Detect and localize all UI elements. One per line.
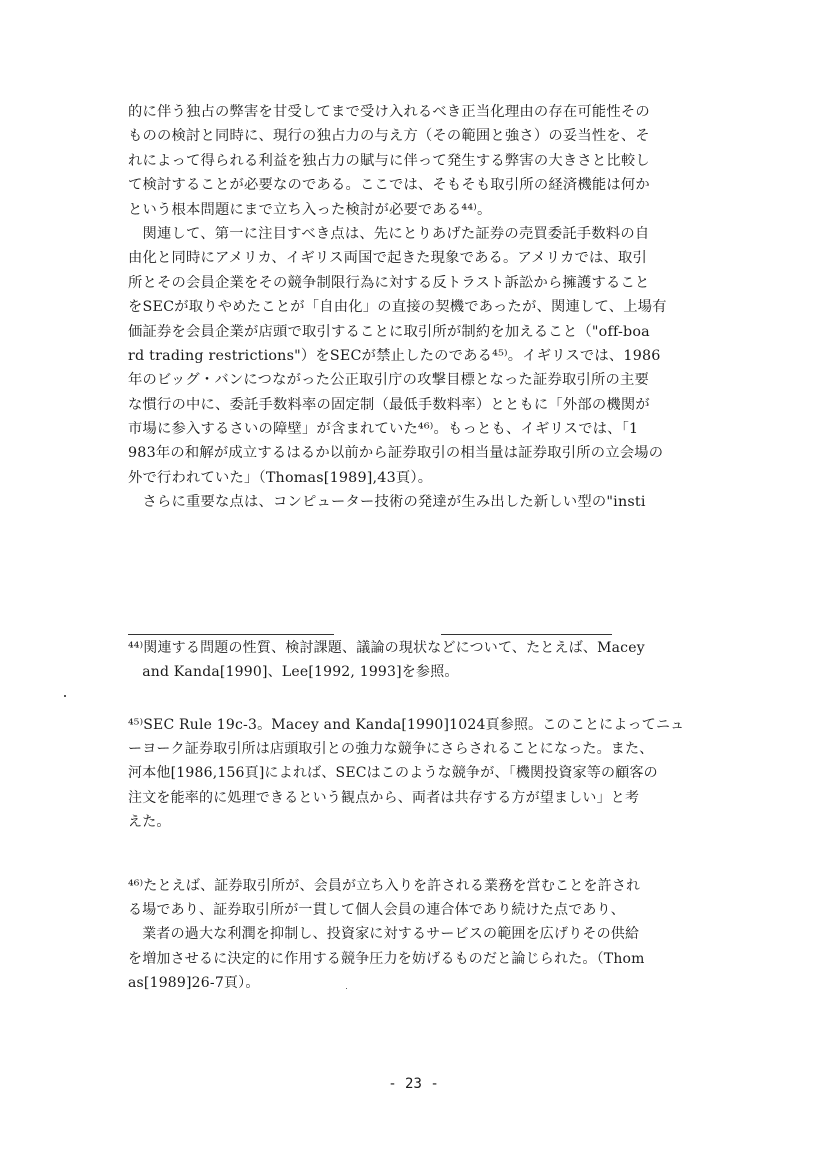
footnote-45 [128,713,728,834]
body-line: ものの検討と同時に、現行の独占力の与え方（その範囲と強さ）の妥当性を、そ [128,128,650,145]
footnote-line: る場であり、証券取引所が一貫して個人会員の連合体であり続けた点であり、 [128,902,625,919]
footnote-line: and Kanda[1990]、Lee[1992, 1993]を参照。 [128,664,459,681]
body-line: rd trading restrictions"）をSECが禁止したのである⁴⁵⁾。イギリスでは、1986 [128,347,661,364]
body-line: 関連して、第一に注目すべき点は、先にとりあげた証券の売買委託手数料の自 [128,225,650,242]
body-line: 由化と同時にアメリカ、イギリス両国で起きた現象である。アメリカでは、取引 [128,250,648,267]
footnote-46 [128,874,728,995]
scan-speck [64,695,66,697]
scan-speck [346,988,347,989]
footnote-line: を増加させるに決定的に作用する競争圧力を妨げるものだと論じられた。（Thom [128,950,645,967]
body-line: 所とその会員企業をその競争制限行為に対する反トラスト訴訟から擁護すること [128,274,650,291]
body-line: 983年の和解が成立するはるか以前から証券取引の相当量は証券取引所の立会場の [128,445,664,462]
footnote-line: 業者の過大な利潤を抑制し、投資家に対するサービスの範囲を広げりその供給 [128,926,640,943]
body-line: れによって得られる利益を独占力の賦与に伴って発生する弊害の大きさと比較し [128,152,650,169]
footnote-44 [128,636,728,684]
body-line: な慣行の中に、委託手数料率の固定制（最低手数料率）とともに「外部の機関が [128,396,650,413]
footnote-line: ⁴⁶⁾たとえば、証券取引所が、会員が立ち入りを許される業務を営むことを許され [128,878,641,894]
body-line: 価証券を会員企業が店頭で取引することに取引所が制約を加えること（"off-boa [128,323,650,340]
footnote-line: as[1989]26-7頁）。 [128,974,260,991]
body-line: 市場に参入するさいの障壁」が含まれていた⁴⁶⁾。もっとも、イギリスでは、「1 [128,421,639,438]
body-line: さらに重要な点は、コンピューター技術の発達が生み出した新しい型の"insti [128,494,646,511]
body-line: 外で行われていた」（Thomas[1989],43頁）。 [128,469,433,486]
body-line: 的に伴う独占の弊害を甘受してまで受け入れるべき正当化理由の存在可能性その [128,104,650,120]
body-line: 年のビッグ・バンにつながった公正取引庁の攻撃目標となった証券取引所の主要 [128,372,650,389]
body-line: という根本問題にまで立ち入った検討が必要である⁴⁴⁾。 [128,201,492,218]
page-number: - 23 - [388,1076,439,1092]
body-line: をSECが取りやめたことが「自由化」の直接の契機であったが、関連して、上場有 [128,299,667,316]
footnote-line: えた。 [128,813,171,830]
footnote-line: ⁴⁵⁾SEC Rule 19c-3。Macey and Kanda[1990]1024頁参照。このことによってニュ [128,717,685,733]
body-line: て検討することが必要なのである。ここでは、そもそも取引所の経済機能は何か [128,177,650,194]
body-text [128,100,720,515]
footnote-separator [128,634,334,635]
footnote-separator [441,634,612,635]
footnote-line: 注文を能率的に処理できるという観点から、両者は共存する方が望ましい」と考 [128,789,640,806]
footnote-line: ⁴⁴⁾関連する問題の性質、検討課題、議論の現状などについて、たとえば、Macey [128,640,645,656]
footnote-line: ーヨーク証券取引所は店頭取引との強力な競争にさらされることになった。また、 [128,741,654,758]
footnote-line: 河本他[1986,156頁]によれば、SECはこのような競争が、「機関投資家等の顧客の [128,765,658,782]
